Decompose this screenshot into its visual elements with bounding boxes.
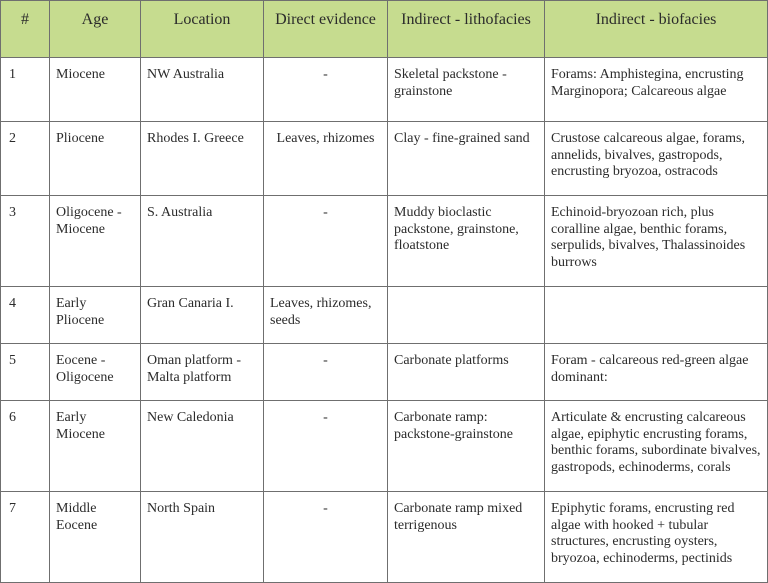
- cell-lithofacies: Carbonate ramp: packstone-grainstone: [388, 401, 545, 492]
- cell-location: Rhodes I. Greece: [141, 122, 264, 196]
- header-row: [1, 1, 768, 58]
- table-row: [1, 196, 768, 287]
- cell-number: 3: [1, 196, 50, 287]
- cell-age: Early Miocene: [50, 401, 141, 492]
- header-number: #: [1, 1, 50, 58]
- table-row: [1, 344, 768, 401]
- cell-age: Early Pliocene: [50, 287, 141, 344]
- cell-biofacies: Echinoid-bryozoan rich, plus coralline algae, benthic forams, serpulids, bivalves, Thalassinoides burrows: [545, 196, 768, 287]
- cell-location: NW Australia: [141, 58, 264, 122]
- cell-biofacies: Articulate & encrusting calcareous algae, epiphytic encrusting forams, benthic forams, subordinate bivalves, gastropods, echinoderms, corals: [545, 401, 768, 492]
- header-location: Location: [141, 1, 264, 58]
- cell-age: Eocene - Oligocene: [50, 344, 141, 401]
- cell-age: Miocene: [50, 58, 141, 122]
- header-age: Age: [50, 1, 141, 58]
- header-lithofacies: Indirect - lithofacies: [388, 1, 545, 58]
- cell-direct-evidence: -: [264, 401, 388, 492]
- cell-biofacies: Epiphytic forams, encrusting red algae with hooked + tubular structures, encrusting oysters, bryozoa, echinoderms, pectinids: [545, 492, 768, 583]
- cell-biofacies: [545, 287, 768, 344]
- cell-age: Middle Eocene: [50, 492, 141, 583]
- cell-number: 5: [1, 344, 50, 401]
- cell-lithofacies: Skeletal packstone - grainstone: [388, 58, 545, 122]
- cell-lithofacies: Carbonate platforms: [388, 344, 545, 401]
- header-direct-evidence: Direct evidence: [264, 1, 388, 58]
- cell-location: North Spain: [141, 492, 264, 583]
- cell-number: 4: [1, 287, 50, 344]
- cell-lithofacies: [388, 287, 545, 344]
- table-row: [1, 492, 768, 583]
- table-row: [1, 58, 768, 122]
- cell-biofacies: Foram - calcareous red-green algae dominant:: [545, 344, 768, 401]
- cell-biofacies: Crustose calcareous algae, forams, annelids, bivalves, gastropods, encrusting bryozoa, ostracods: [545, 122, 768, 196]
- cell-direct-evidence: Leaves, rhizomes, seeds: [264, 287, 388, 344]
- cell-location: S. Australia: [141, 196, 264, 287]
- cell-location: New Caledonia: [141, 401, 264, 492]
- cell-location: Oman platform - Malta platform: [141, 344, 264, 401]
- cell-direct-evidence: -: [264, 58, 388, 122]
- table-row: [1, 401, 768, 492]
- cell-age: Oligocene - Miocene: [50, 196, 141, 287]
- cell-direct-evidence: -: [264, 492, 388, 583]
- cell-location: Gran Canaria I.: [141, 287, 264, 344]
- cell-number: 6: [1, 401, 50, 492]
- cell-number: 7: [1, 492, 50, 583]
- header-biofacies: Indirect - biofacies: [545, 1, 768, 58]
- cell-direct-evidence: -: [264, 344, 388, 401]
- cell-lithofacies: Muddy bioclastic packstone, grainstone, floatstone: [388, 196, 545, 287]
- cell-direct-evidence: Leaves, rhizomes: [264, 122, 388, 196]
- cell-direct-evidence: -: [264, 196, 388, 287]
- cell-age: Pliocene: [50, 122, 141, 196]
- cell-lithofacies: Carbonate ramp mixed terrigenous: [388, 492, 545, 583]
- table-row: [1, 287, 768, 344]
- table-row: [1, 122, 768, 196]
- cell-number: 2: [1, 122, 50, 196]
- cell-biofacies: Forams: Amphistegina, encrusting Marginopora; Calcareous algae: [545, 58, 768, 122]
- cell-number: 1: [1, 58, 50, 122]
- cell-lithofacies: Clay - fine-grained sand: [388, 122, 545, 196]
